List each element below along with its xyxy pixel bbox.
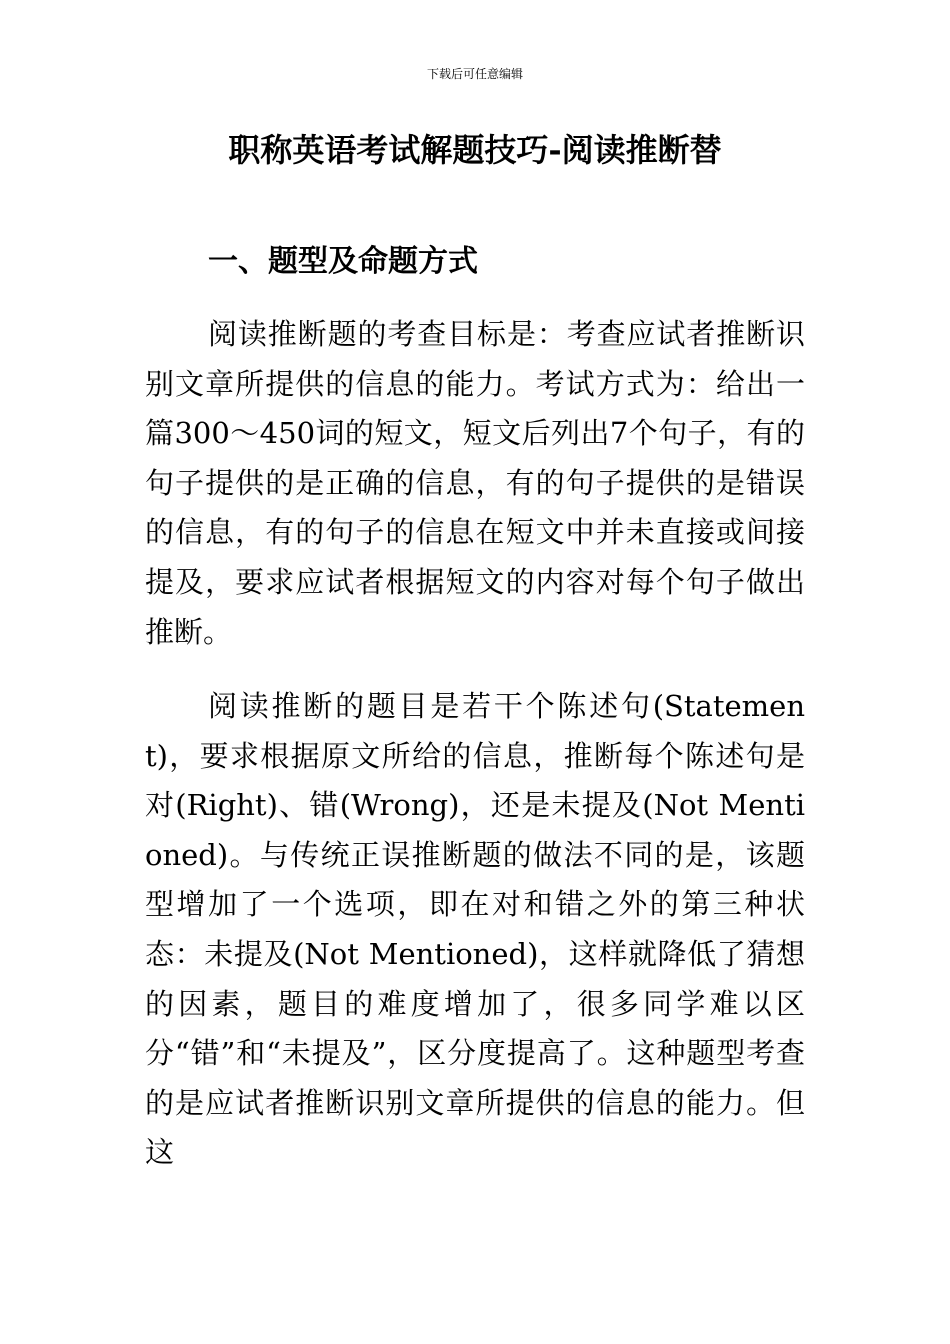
section-heading: 一、题型及命题方式	[208, 244, 478, 279]
body-paragraph: 阅读推断题的考查目标是：考查应试者推断识别文章所提供的信息的能力。考试方式为：给出一篇300～450词的短文，短文后列出7个句子，有的句子提供的是正确的信息，有的句子提供的是错误的信息，有的句子的信息在短文中并未直接或间接提及，要求应试者根据短文的内容对每个句子做出推断。	[145, 317, 805, 649]
body-paragraph: 阅读推断的题目是若干个陈述句(Statement)，要求根据原文所给的信息，推断每个陈述句是对(Right)、错(Wrong)，还是未提及(Not Mentioned)。与传统正误推断题的做法不同的是，该题型增加了一个选项，即在对和错之外的第三种状态：未提及(Not Mentioned)，这样就降低了猜想的因素，题目的难度增加了，很多同学难以区分“错”和“未提及”，区分度提高了。这种题型考查的是应试者推断识别文章所提供的信息的能力。但这	[145, 689, 805, 1170]
document-title: 职称英语考试解题技巧-阅读推断替	[228, 131, 722, 169]
header-note: 下载后可任意编辑	[426, 67, 523, 81]
